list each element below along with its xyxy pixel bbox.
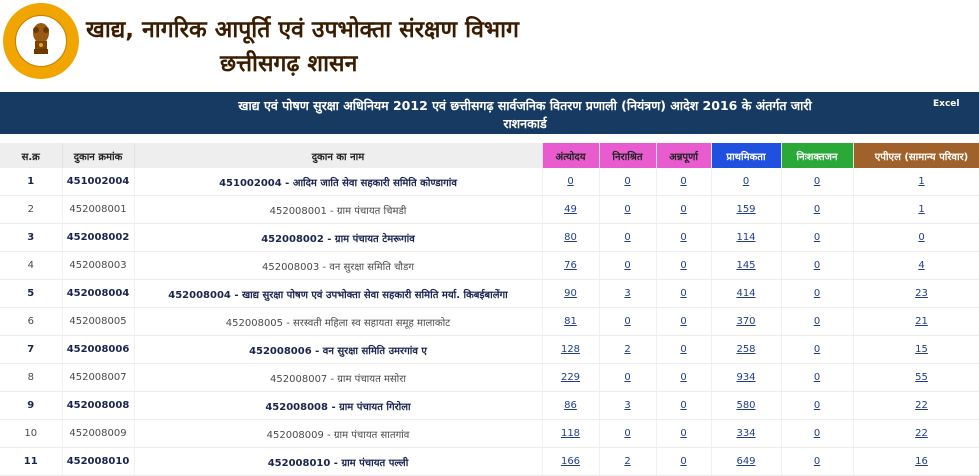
nirashrit-count-link[interactable]: 0: [624, 204, 631, 215]
nirashrit-count-cell: [599, 224, 656, 252]
shop-name-cell: 452008006 - वन सुरक्षा समिति उमरगांव ए: [134, 336, 542, 364]
nirashrit-count-cell: [599, 308, 656, 336]
col-header-annapurna: अन्नपूर्णा: [656, 143, 711, 168]
shop-number-cell: 452008007: [62, 364, 134, 392]
serial-cell: 3: [0, 224, 62, 252]
shop-name-cell: 452008003 - वन सुरक्षा समिति चौडग: [134, 252, 542, 280]
nishaktjan-count-cell: [781, 420, 853, 448]
annapurna-count-link[interactable]: 0: [680, 400, 687, 411]
nishaktjan-count-link[interactable]: 0: [813, 288, 821, 299]
nirashrit-count-cell: [599, 196, 656, 224]
apl-count-link[interactable]: 1: [918, 204, 925, 215]
prathmikta-count-cell: [711, 336, 781, 364]
col-header-apl: एपीएल (सामान्य परिवार): [853, 143, 979, 168]
shop-number-cell: 451002004: [62, 168, 134, 196]
prathmikta-count-cell: [711, 308, 781, 336]
serial-cell: 6: [0, 308, 62, 336]
table-row: [0, 308, 979, 336]
shop-name-cell: 452008005 - सरस्वती महिला स्व सहायता समूह मालाकोट: [134, 308, 542, 336]
antyodaya-count-link[interactable]: 90: [564, 288, 577, 299]
apl-count-link[interactable]: 55: [915, 372, 928, 383]
annapurna-count-cell: [656, 196, 711, 224]
prathmikta-count-cell: [711, 448, 781, 476]
ration-card-table: [0, 143, 979, 476]
nishaktjan-count-link[interactable]: 0: [813, 176, 821, 187]
annapurna-count-cell: [656, 280, 711, 308]
nirashrit-count-link[interactable]: 0: [624, 260, 631, 271]
prathmikta-count-cell: [711, 168, 781, 196]
annapurna-count-cell: [656, 252, 711, 280]
antyodaya-count-cell: [542, 252, 599, 280]
apl-count-cell: [853, 336, 979, 364]
shop-name-cell: 452008008 - ग्राम पंचायत गिरोला: [134, 392, 542, 420]
nishaktjan-count-cell: [781, 392, 853, 420]
apl-count-cell: [853, 448, 979, 476]
apl-count-link[interactable]: 21: [915, 316, 928, 327]
nirashrit-count-link[interactable]: 0: [624, 316, 631, 327]
annapurna-count-cell: [656, 448, 711, 476]
serial-cell: 11: [0, 448, 62, 476]
antyodaya-count-link[interactable]: 81: [564, 316, 577, 327]
annapurna-count-link[interactable]: 0: [680, 288, 687, 299]
nishaktjan-count-link[interactable]: 0: [813, 204, 821, 215]
antyodaya-count-cell: [542, 420, 599, 448]
shop-name-cell: 452008001 - ग्राम पंचायत चिमडी: [134, 196, 542, 224]
apl-count-link[interactable]: 23: [915, 288, 928, 299]
nirashrit-count-link[interactable]: 0: [624, 428, 631, 439]
shop-number-cell: 452008008: [62, 392, 134, 420]
apl-count-cell: [853, 252, 979, 280]
col-header-nirashrit: निराश्रित: [599, 143, 656, 168]
table-row: [0, 224, 979, 252]
serial-cell: 4: [0, 252, 62, 280]
table-row: [0, 196, 979, 224]
excel-export-link[interactable]: Excel: [933, 99, 960, 109]
nishaktjan-count-cell: [781, 364, 853, 392]
ashoka-emblem-icon: [25, 19, 57, 59]
nirashrit-count-cell: [599, 280, 656, 308]
shop-name-cell: 452008009 - ग्राम पंचायत सातगांव: [134, 420, 542, 448]
nishaktjan-count-link[interactable]: 0: [813, 344, 821, 355]
annapurna-count-cell: [656, 224, 711, 252]
nirashrit-count-cell: [599, 448, 656, 476]
nishaktjan-count-link[interactable]: 0: [813, 316, 821, 327]
prathmikta-count-cell: [711, 420, 781, 448]
shop-number-cell: 452008010: [62, 448, 134, 476]
annapurna-count-cell: [656, 168, 711, 196]
serial-cell: 2: [0, 196, 62, 224]
nirashrit-count-link[interactable]: 3: [624, 400, 631, 411]
shop-name-cell: 452008004 - खाद्य सुरक्षा पोषण एवं उपभोक्ता सेवा सहकारी समिति मर्या. किबईबालेंगा: [134, 280, 542, 308]
antyodaya-count-cell: [542, 308, 599, 336]
antyodaya-count-cell: [542, 448, 599, 476]
department-title: खाद्य, नागरिक आपूर्ति एवं उपभोक्ता संरक्षण विभाग: [86, 17, 519, 43]
annapurna-count-link[interactable]: 0: [680, 176, 687, 187]
prathmikta-count-link[interactable]: 114: [736, 232, 756, 243]
nishaktjan-count-cell: [781, 308, 853, 336]
prathmikta-count-link[interactable]: 159: [736, 204, 756, 215]
nishaktjan-count-link[interactable]: 0: [813, 372, 821, 383]
table-body: [0, 168, 979, 476]
shop-name-cell: 452008002 - ग्राम पंचायत टेमरूगांव: [134, 224, 542, 252]
nishaktjan-count-cell: [781, 336, 853, 364]
prathmikta-count-link[interactable]: 414: [736, 288, 756, 299]
annapurna-count-cell: [656, 420, 711, 448]
prathmikta-count-link[interactable]: 370: [736, 316, 756, 327]
serial-cell: 8: [0, 364, 62, 392]
nishaktjan-count-link[interactable]: 0: [813, 260, 821, 271]
apl-count-cell: [853, 168, 979, 196]
prathmikta-count-link[interactable]: 258: [736, 344, 756, 355]
table-row: [0, 392, 979, 420]
apl-count-link[interactable]: 22: [915, 400, 928, 411]
annapurna-count-link[interactable]: 0: [680, 344, 687, 355]
shop-name-cell: 451002004 - आदिम जाति सेवा सहकारी समिति कोण्डागांव: [134, 168, 542, 196]
nirashrit-count-link[interactable]: 0: [624, 232, 631, 243]
table-row: [0, 448, 979, 476]
antyodaya-count-cell: [542, 336, 599, 364]
nirashrit-count-link[interactable]: 0: [624, 176, 631, 187]
col-header-shop-number: दुकान क्रमांक: [62, 143, 134, 168]
prathmikta-count-cell: [711, 224, 781, 252]
apl-count-link[interactable]: 15: [915, 344, 928, 355]
report-title-line2: राशनकार्ड: [503, 116, 547, 131]
antyodaya-count-cell: [542, 364, 599, 392]
col-header-nishaktjan: निःशक्तजन: [781, 143, 853, 168]
nishaktjan-count-link[interactable]: 0: [813, 428, 821, 439]
site-header: [0, 0, 979, 92]
shop-number-cell: 452008001: [62, 196, 134, 224]
apl-count-cell: [853, 420, 979, 448]
serial-cell: 10: [0, 420, 62, 448]
table-row: [0, 252, 979, 280]
annapurna-count-link[interactable]: 0: [680, 232, 687, 243]
table-row: [0, 420, 979, 448]
col-header-shop-name: दुकान का नाम: [134, 143, 542, 168]
prathmikta-count-link[interactable]: 145: [736, 260, 756, 271]
nishaktjan-count-cell: [781, 168, 853, 196]
prathmikta-count-cell: [711, 364, 781, 392]
nirashrit-count-cell: [599, 168, 656, 196]
prathmikta-count-link[interactable]: 0: [742, 176, 750, 187]
nirashrit-count-cell: [599, 252, 656, 280]
antyodaya-count-cell: [542, 196, 599, 224]
antyodaya-count-link[interactable]: 49: [564, 204, 577, 215]
nirashrit-count-cell: [599, 336, 656, 364]
prathmikta-count-link[interactable]: 649: [736, 456, 756, 467]
antyodaya-count-link[interactable]: 128: [560, 344, 581, 355]
col-header-antyodaya: अंत्योदय: [542, 143, 599, 168]
nishaktjan-count-link[interactable]: 0: [813, 232, 821, 243]
apl-count-link[interactable]: 1: [918, 176, 925, 187]
antyodaya-count-link[interactable]: 80: [564, 232, 577, 243]
serial-cell: 9: [0, 392, 62, 420]
annapurna-count-link[interactable]: 0: [680, 372, 687, 383]
antyodaya-count-link[interactable]: 229: [560, 372, 581, 383]
apl-count-link[interactable]: 0: [918, 232, 925, 243]
prathmikta-count-cell: [711, 196, 781, 224]
shop-number-cell: 452008002: [62, 224, 134, 252]
shop-number-cell: 452008003: [62, 252, 134, 280]
table-row: [0, 280, 979, 308]
annapurna-count-link[interactable]: 0: [680, 316, 687, 327]
government-title: छत्तीसगढ़ शासन: [220, 51, 358, 77]
nirashrit-count-link[interactable]: 2: [624, 456, 631, 467]
apl-count-cell: [853, 364, 979, 392]
antyodaya-count-link[interactable]: 118: [560, 428, 581, 439]
chhattisgarh-logo: [3, 3, 79, 79]
prathmikta-count-link[interactable]: 934: [736, 372, 756, 383]
prathmikta-count-cell: [711, 280, 781, 308]
nirashrit-count-link[interactable]: 3: [624, 288, 631, 299]
apl-count-link[interactable]: 16: [915, 456, 928, 467]
prathmikta-count-cell: [711, 392, 781, 420]
apl-count-link[interactable]: 22: [915, 428, 928, 439]
antyodaya-count-cell: [542, 168, 599, 196]
antyodaya-count-cell: [542, 224, 599, 252]
antyodaya-count-link[interactable]: 86: [564, 400, 577, 411]
antyodaya-count-cell: [542, 392, 599, 420]
nishaktjan-count-cell: [781, 224, 853, 252]
annapurna-count-cell: [656, 364, 711, 392]
apl-count-cell: [853, 280, 979, 308]
prathmikta-count-link[interactable]: 334: [736, 428, 756, 439]
annapurna-count-link[interactable]: 0: [680, 428, 687, 439]
apl-count-link[interactable]: 4: [918, 260, 925, 271]
shop-name-cell: 452008007 - ग्राम पंचायत मसोरा: [134, 364, 542, 392]
nirashrit-count-link[interactable]: 0: [624, 372, 631, 383]
shop-number-cell: 452008006: [62, 336, 134, 364]
apl-count-cell: [853, 224, 979, 252]
annapurna-count-cell: [656, 392, 711, 420]
report-banner: [0, 92, 979, 134]
antyodaya-count-link[interactable]: 0: [567, 176, 574, 187]
prathmikta-count-link[interactable]: 580: [736, 400, 756, 411]
nirashrit-count-cell: [599, 420, 656, 448]
table-row: [0, 168, 979, 196]
apl-count-cell: [853, 196, 979, 224]
nirashrit-count-cell: [599, 364, 656, 392]
annapurna-count-link[interactable]: 0: [680, 260, 687, 271]
report-title-line1: खाद्य एवं पोषण सुरक्षा अधिनियम 2012 एवं छत्तीसगढ़ सार्वजनिक वितरण प्रणाली (नियंत्रण) आदेश 2016 के अंतर्गत जारी: [238, 98, 812, 113]
nishaktjan-count-cell: [781, 252, 853, 280]
nirashrit-count-link[interactable]: 2: [624, 344, 631, 355]
apl-count-cell: [853, 308, 979, 336]
nishaktjan-count-cell: [781, 196, 853, 224]
shop-number-cell: 452008009: [62, 420, 134, 448]
table-header-row: [0, 143, 979, 168]
nishaktjan-count-link[interactable]: 0: [813, 400, 821, 411]
shop-name-cell: 452008010 - ग्राम पंचायत पल्ली: [134, 448, 542, 476]
antyodaya-count-cell: [542, 280, 599, 308]
serial-cell: 5: [0, 280, 62, 308]
nishaktjan-count-link[interactable]: 0: [813, 456, 821, 467]
nirashrit-count-cell: [599, 392, 656, 420]
col-header-serial: स.क्र: [0, 143, 62, 168]
annapurna-count-link[interactable]: 0: [680, 456, 687, 467]
apl-count-cell: [853, 392, 979, 420]
shop-number-cell: 452008005: [62, 308, 134, 336]
nishaktjan-count-cell: [781, 448, 853, 476]
table-row: [0, 336, 979, 364]
shop-number-cell: 452008004: [62, 280, 134, 308]
col-header-prathmikta: प्राथमिकता: [711, 143, 781, 168]
antyodaya-count-link[interactable]: 166: [560, 456, 581, 467]
annapurna-count-cell: [656, 336, 711, 364]
serial-cell: 7: [0, 336, 62, 364]
prathmikta-count-cell: [711, 252, 781, 280]
annapurna-count-link[interactable]: 0: [680, 204, 687, 215]
annapurna-count-cell: [656, 308, 711, 336]
antyodaya-count-link[interactable]: 76: [564, 260, 577, 271]
table-row: [0, 364, 979, 392]
serial-cell: 1: [0, 168, 62, 196]
nishaktjan-count-cell: [781, 280, 853, 308]
